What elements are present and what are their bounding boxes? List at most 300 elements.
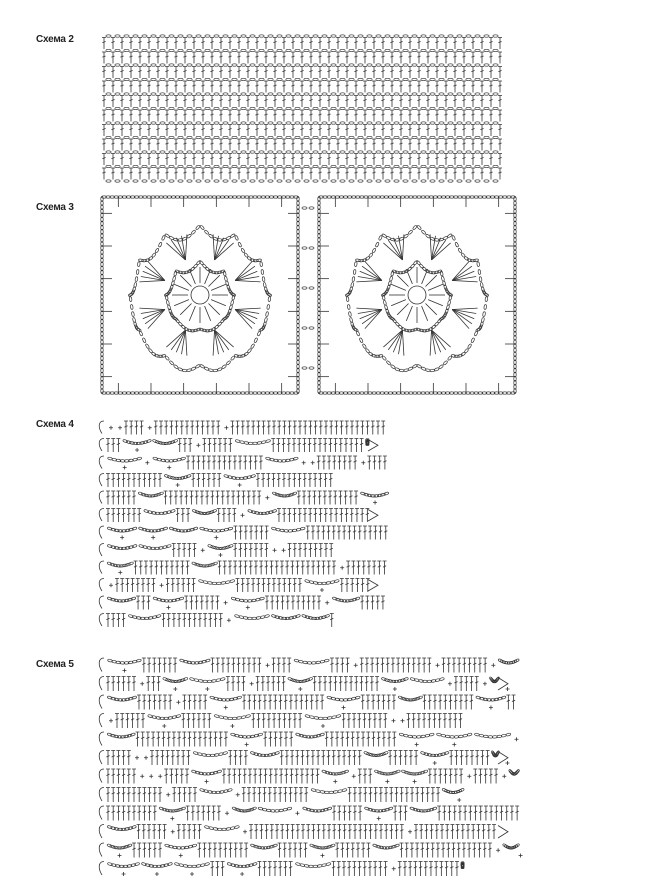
stitch-chain	[196, 93, 201, 95]
stitch-chain	[156, 493, 161, 497]
stitch-chain	[286, 494, 291, 497]
stitch-chain	[412, 35, 417, 37]
stitch-dc	[500, 806, 504, 821]
stitch-dc	[183, 125, 187, 137]
stitch-dc	[137, 509, 141, 523]
stitch-dc	[106, 491, 110, 505]
stitch-chain	[187, 49, 192, 51]
stitch-chain	[475, 64, 480, 66]
stitch-chain	[223, 151, 228, 153]
stitch-chain	[115, 78, 120, 80]
stitch-dc	[192, 125, 196, 137]
stitch-chain	[250, 64, 255, 66]
stitch-dc	[309, 81, 313, 93]
stitch-chain	[268, 64, 273, 66]
stitch-dc	[210, 491, 214, 505]
stitch-chain	[223, 35, 228, 37]
stitch-chain	[155, 248, 160, 253]
stitch-dc	[247, 658, 251, 673]
stitch-dc	[412, 714, 416, 729]
stitch-dc	[122, 491, 126, 505]
stitch-chain	[214, 93, 219, 95]
stitch-dc	[363, 168, 367, 180]
stitch-dc	[339, 509, 343, 523]
stitch-chain	[404, 329, 409, 333]
stitch-chain	[327, 807, 332, 811]
stitch-dc	[282, 579, 286, 593]
stitch-dc	[167, 732, 171, 747]
stitch-dc	[235, 310, 252, 329]
stitch-sc	[173, 687, 177, 691]
stitch-sc	[145, 461, 149, 465]
stitch-dc	[417, 67, 421, 79]
stitch-dc	[329, 474, 333, 488]
stitch-dc	[217, 806, 221, 821]
stitch-chain	[430, 49, 435, 51]
stitch-chain	[106, 151, 111, 153]
stitch-chain	[313, 78, 318, 80]
stitch-dc	[156, 732, 160, 747]
stitch-chain	[336, 714, 341, 718]
stitch-sc	[160, 583, 164, 587]
stitch-chain	[403, 78, 408, 80]
stitch-dc	[219, 52, 223, 64]
stitch-sc	[205, 687, 209, 691]
stitch-chain	[207, 564, 212, 567]
stitch-dc	[435, 110, 439, 122]
stitch-chain	[250, 844, 255, 848]
stitch-dc	[444, 96, 448, 108]
stitch-chain	[322, 64, 327, 66]
stitch-dc	[354, 52, 358, 64]
stitch-dc	[219, 81, 223, 93]
stitch-chain	[448, 64, 453, 66]
stitch-chain	[187, 180, 192, 182]
stitch-dc	[400, 788, 404, 803]
stitch-chain	[372, 844, 377, 848]
stitch-dc	[309, 125, 313, 137]
stitch-chain	[133, 64, 138, 66]
stitch-dc	[192, 579, 196, 593]
stitch-dc	[201, 421, 205, 435]
stitch-dc	[166, 243, 185, 260]
stitch-chain	[305, 678, 310, 682]
stitch-dc	[426, 788, 430, 803]
stitch-dc	[169, 491, 173, 505]
stitch-dc	[238, 456, 242, 470]
stitch-chain	[223, 180, 228, 182]
stitch-dc	[163, 658, 167, 673]
stitch-dc	[432, 330, 436, 354]
stitch-dc	[308, 474, 312, 488]
stitch-dc	[280, 751, 284, 766]
stitch-dc	[426, 67, 430, 79]
stitch-dc	[293, 714, 297, 729]
stitch-chain	[195, 510, 200, 514]
stitch-dc	[390, 67, 394, 79]
row-end-fan	[498, 826, 508, 839]
stitch-dc	[177, 732, 181, 747]
stitch-chain	[466, 107, 471, 109]
stitch-dc	[277, 579, 281, 593]
stitch-chain	[158, 242, 162, 247]
stitch-dc	[408, 52, 412, 64]
stitch-dc	[297, 439, 301, 453]
stitch-sc	[118, 571, 122, 575]
stitch-dc	[361, 732, 365, 747]
stitch-chain	[358, 93, 363, 95]
stitch-dc	[379, 825, 383, 840]
stitch-dc	[335, 658, 339, 673]
stitch-dc	[137, 695, 141, 710]
stitch-chain	[447, 356, 452, 361]
scheme-2-label: Схема 2	[36, 34, 74, 45]
stitch-dc	[242, 788, 246, 803]
stitch-dc	[343, 456, 347, 470]
stitch-dc	[237, 110, 241, 122]
stitch-chain	[415, 697, 420, 701]
stitch-dc	[312, 491, 316, 505]
stitch-dc	[205, 596, 209, 610]
stitch-dc	[462, 81, 466, 93]
stitch-chain	[258, 733, 263, 737]
stitch-dc	[203, 695, 207, 710]
stitch-dc	[120, 52, 124, 64]
stitch-chain	[395, 322, 400, 327]
stitch-chain	[394, 107, 399, 109]
stitch-dc	[244, 544, 248, 558]
stitch-sc	[413, 780, 417, 784]
stitch-dc	[449, 695, 453, 710]
stitch-dc	[263, 862, 267, 877]
stitch-dc	[346, 843, 350, 858]
stitch-dc	[358, 526, 362, 540]
stitch-sc	[391, 719, 395, 723]
stitch-dc	[198, 732, 202, 747]
stitch-dc	[398, 862, 402, 877]
stitch-dc	[309, 139, 313, 151]
stitch-chain	[365, 348, 370, 353]
stitch-chain	[475, 78, 480, 80]
stitch-dc	[215, 330, 219, 354]
stitch-dc	[510, 806, 514, 821]
stitch-dc	[291, 81, 295, 93]
stitch-chain	[277, 136, 282, 138]
stitch-dc	[435, 825, 439, 840]
stitch-chain	[214, 64, 219, 66]
stitch-chain	[385, 64, 390, 66]
stitch-dc	[228, 52, 232, 64]
stitch-dc	[480, 38, 484, 50]
stitch-sc	[149, 774, 153, 778]
stitch-dc	[462, 139, 466, 151]
stitch-chain	[312, 845, 317, 849]
stitch-dc	[306, 751, 310, 766]
stitch-dc	[313, 677, 317, 692]
stitch-dc	[378, 456, 382, 470]
stitch-chain	[367, 49, 372, 51]
stitch-dc	[255, 38, 259, 50]
stitch-dc	[182, 825, 186, 840]
stitch-dc	[300, 96, 304, 108]
stitch-dc	[303, 544, 307, 558]
stitch-chain	[349, 49, 354, 51]
stitch-dc	[342, 751, 346, 766]
stitch-chain	[401, 697, 406, 701]
stitch-dc	[180, 561, 184, 575]
stitch-dc	[254, 825, 258, 840]
stitch-chain	[403, 234, 408, 239]
stitch-chain	[413, 808, 418, 812]
stitch-dc	[330, 658, 334, 673]
stitch-dc	[208, 614, 212, 628]
stitch-dc	[329, 509, 333, 523]
turning-chain	[99, 614, 104, 627]
stitch-dc	[147, 67, 151, 79]
stitch-dc	[210, 52, 214, 64]
stitch-chain	[403, 35, 408, 37]
stitch-dc	[175, 769, 179, 784]
stitch-dc	[322, 561, 326, 575]
stitch-dc	[498, 52, 502, 64]
stitch-dc	[453, 168, 457, 180]
stitch-chain	[403, 122, 408, 124]
stitch-chain	[241, 715, 246, 718]
stitch-dc	[430, 330, 431, 355]
stitch-dc	[192, 38, 196, 50]
stitch-dc	[397, 275, 408, 286]
stitch-chain	[261, 269, 264, 274]
stitch-dc	[318, 67, 322, 79]
stitch-dc	[165, 139, 169, 151]
stitch-chain	[142, 338, 146, 343]
stitch-dc	[106, 509, 110, 523]
stitch-chain	[237, 696, 242, 700]
stitch-chain	[141, 493, 146, 497]
stitch-dc	[210, 67, 214, 79]
stitch-dc	[462, 125, 466, 137]
stitch-chain	[214, 165, 219, 167]
stitch-sc	[273, 548, 277, 552]
stitch-dc	[235, 261, 252, 280]
stitch-dc	[389, 788, 393, 803]
stitch-dc	[255, 125, 259, 137]
stitch-dc	[202, 456, 206, 470]
stitch-dc	[156, 168, 160, 180]
stitch-chain	[151, 253, 156, 258]
stitch-chain	[401, 271, 406, 275]
turning-chain	[99, 806, 104, 820]
stitch-dc	[318, 52, 322, 64]
stitch-dc	[293, 544, 297, 558]
stitch-dc	[215, 243, 234, 260]
stitch-chain	[421, 107, 426, 109]
stitch-dc	[206, 421, 210, 435]
stitch-chain	[232, 49, 237, 51]
stitch-dc	[208, 275, 219, 286]
stitch-dc	[183, 154, 187, 166]
stitch-dc	[137, 843, 141, 858]
stitch-dc	[489, 52, 493, 64]
stitch-dc	[246, 579, 250, 593]
stitch-dc	[239, 526, 243, 540]
stitch-dc	[192, 96, 196, 108]
stitch-dc	[371, 596, 375, 610]
stitch-dc	[298, 509, 302, 523]
stitch-dc	[452, 280, 477, 281]
stitch-dc	[288, 714, 292, 729]
stitch-dc	[298, 714, 302, 729]
stitch-chain	[349, 136, 354, 138]
stitch-chain	[192, 509, 197, 513]
stitch-dc	[308, 509, 312, 523]
stitch-dc	[255, 81, 259, 93]
stitch-dc	[272, 421, 276, 435]
stitch-chain	[331, 136, 336, 138]
stitch-dc	[170, 561, 174, 575]
stitch-chain	[205, 180, 210, 182]
stitch-dc	[307, 596, 311, 610]
stitch-dc	[498, 125, 502, 137]
stitch-chain	[385, 122, 390, 124]
stitch-dc	[435, 154, 439, 166]
stitch-dc	[309, 154, 313, 166]
stitch-chain	[394, 64, 399, 66]
turning-chain	[99, 769, 104, 783]
stitch-dc	[340, 658, 344, 673]
stitch-dc	[498, 81, 502, 93]
stitch-dc	[210, 125, 214, 137]
stitch-chain	[412, 78, 417, 80]
stitch-chain	[340, 180, 345, 182]
stitch-chain	[293, 457, 298, 461]
stitch-chain	[378, 753, 383, 756]
stitch-dc	[196, 456, 200, 470]
stitch-dc	[193, 695, 197, 710]
stitch-dc	[176, 579, 180, 593]
stitch-dc	[116, 769, 120, 784]
stitch-chain	[232, 136, 237, 138]
stitch-dc	[162, 614, 166, 628]
stitch-chain	[180, 678, 185, 682]
stitch-chain	[412, 698, 417, 701]
stitch-chain	[443, 285, 447, 290]
stitch-dc	[289, 862, 293, 877]
stitch-dc	[435, 67, 439, 79]
stitch-dc	[127, 474, 131, 488]
stitch-dc	[192, 67, 196, 79]
stitch-chain	[322, 122, 327, 124]
stitch-dc	[251, 421, 255, 435]
stitch-dc	[164, 769, 168, 784]
stitch-dc	[237, 67, 241, 79]
stitch-chain	[286, 165, 291, 167]
stitch-dc	[106, 769, 110, 784]
stitch-dc	[399, 751, 403, 766]
stitch-chain	[457, 180, 462, 182]
stitch-dc	[459, 695, 463, 710]
stitch-dc	[365, 658, 369, 673]
stitch-dc	[273, 67, 277, 79]
stitch-dc	[459, 769, 463, 784]
stitch-dc	[289, 732, 293, 747]
stitch-dc	[111, 38, 115, 50]
stitch-chain	[398, 696, 403, 700]
stitch-chain	[398, 325, 403, 330]
stitch-dc	[329, 421, 333, 435]
stitch-dc	[484, 769, 488, 784]
stitch-dc	[198, 695, 202, 710]
stitch-dc	[308, 544, 312, 558]
stitch-chain	[353, 269, 356, 274]
stitch-chain	[457, 122, 462, 124]
stitch-dc	[422, 714, 426, 729]
stitch-dc	[408, 110, 412, 122]
stitch-dc	[318, 474, 322, 488]
stitch-chain	[251, 807, 256, 811]
stitch-dc	[369, 825, 373, 840]
stitch-chain	[346, 297, 349, 302]
stitch-dc	[381, 139, 385, 151]
stitch-chain	[448, 107, 453, 109]
stitch-dc	[435, 139, 439, 151]
stitch-dc	[200, 491, 204, 505]
stitch-chain	[202, 264, 207, 269]
stitch-dc	[231, 491, 235, 505]
stitch-chain	[304, 107, 309, 109]
stitch-dc	[228, 439, 232, 453]
stitch-dc	[365, 261, 382, 280]
stitch-sc	[148, 426, 152, 430]
stitch-chain	[302, 679, 307, 682]
stitch-chain	[376, 49, 381, 51]
stitch-chain	[133, 165, 138, 167]
stitch-dc	[264, 96, 268, 108]
stitch-chain	[151, 49, 156, 51]
stitch-dc	[318, 168, 322, 180]
stitch-dc	[390, 81, 394, 93]
stitch-dc	[120, 579, 124, 593]
stitch-chain	[124, 122, 129, 124]
stitch-chain	[169, 360, 174, 365]
stitch-dc	[120, 168, 124, 180]
stitch-dc	[480, 110, 484, 122]
stitch-dc	[371, 421, 375, 435]
stitch-chain	[124, 107, 129, 109]
stitch-chain	[228, 309, 232, 314]
stitch-dc	[399, 81, 403, 93]
stitch-chain	[421, 180, 426, 182]
stitch-chain	[151, 352, 156, 357]
stitch-dc	[219, 125, 223, 137]
stitch-dc	[183, 67, 187, 79]
scheme-5-label: Схема 5	[36, 659, 74, 670]
stitch-dc	[116, 614, 120, 628]
stitch-chain	[514, 843, 519, 848]
stitch-chain	[200, 225, 205, 230]
stitch-chain	[250, 78, 255, 80]
stitch-chain	[484, 107, 489, 109]
stitch-chain	[308, 677, 313, 681]
stitch-dc	[129, 139, 133, 151]
stitch-dc	[257, 862, 261, 877]
stitch-dc	[201, 168, 205, 180]
stitch-dc	[282, 714, 286, 729]
stitch-dc	[371, 732, 375, 747]
stitch-chain	[324, 614, 329, 618]
stitch-chain	[417, 696, 422, 700]
stitch-dc	[228, 81, 232, 93]
